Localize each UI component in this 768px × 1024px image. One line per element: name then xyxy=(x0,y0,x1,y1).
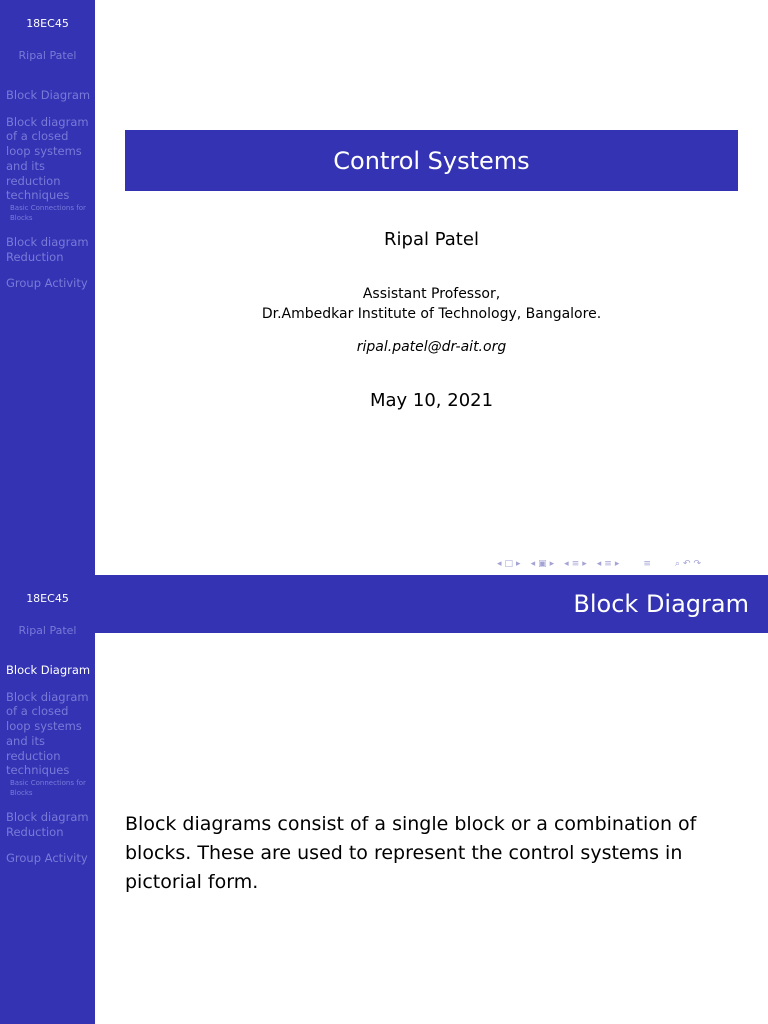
sidebar-item-block-diagram[interactable]: Block Diagram xyxy=(6,88,91,102)
sidebar-subitem-basic-connections[interactable]: Basic Connections for Blocks xyxy=(10,203,86,222)
presentation-date: May 10, 2021 xyxy=(369,390,494,411)
search-icon[interactable]: ⌕ xyxy=(674,559,680,569)
author-name: Ripal Patel xyxy=(384,229,479,250)
sidebar-course-code[interactable]: 18EC45 xyxy=(26,592,69,605)
sidebar xyxy=(0,0,95,575)
sidebar-subitem-basic-connections[interactable]: Basic Connections for Blocks xyxy=(10,778,86,797)
next-frame-icon[interactable]: ▸ xyxy=(549,559,555,569)
presentation-title: Control Systems xyxy=(125,130,738,191)
slide-icon[interactable]: □ xyxy=(504,559,514,569)
author-position: Assistant Professor, xyxy=(362,286,501,302)
prev-section-icon[interactable]: ◂ xyxy=(596,559,602,569)
subsection-icon[interactable]: ≡ xyxy=(571,559,580,569)
prev-slide-icon[interactable]: ◂ xyxy=(497,559,502,569)
slide-body-text: Block diagrams consist of a single block or a combination of blocks. These are used to represent the control systems in pictorial form. xyxy=(125,813,697,893)
sidebar-item-reduction[interactable]: Block diagram Reduction xyxy=(6,809,89,839)
sidebar xyxy=(0,575,95,1024)
forward-icon[interactable]: ↷ xyxy=(693,559,702,569)
prev-subsection-icon[interactable]: ◂ xyxy=(564,559,569,569)
prev-frame-icon[interactable]: ◂ xyxy=(530,559,536,569)
sidebar-nav xyxy=(6,663,92,878)
sidebar-item-group-activity[interactable]: Group Activity xyxy=(6,851,88,866)
back-icon[interactable]: ↶ xyxy=(682,559,691,569)
frame-title: Block Diagram xyxy=(95,575,768,633)
block-diagram-slide xyxy=(0,575,768,1024)
section-icon[interactable]: ≡ xyxy=(604,559,612,569)
sidebar-author[interactable]: Ripal Patel xyxy=(18,624,77,637)
frame-icon[interactable]: ▣ xyxy=(538,559,547,569)
author-email: ripal.patel@dr-ait.org xyxy=(356,339,507,355)
sidebar-nav xyxy=(6,88,92,303)
next-section-icon[interactable]: ▸ xyxy=(614,559,620,569)
author-institute: Dr.Ambedkar Institute of Technology, Bangalore. xyxy=(261,306,602,322)
next-slide-icon[interactable]: ▸ xyxy=(516,559,521,569)
sidebar-item-closed-loop[interactable]: Block diagram of a closed loop systems and its reduction techniques xyxy=(6,114,89,203)
sidebar-item-closed-loop[interactable]: Block diagram of a closed loop systems and its reduction techniques xyxy=(6,689,89,778)
sidebar-item-block-diagram[interactable]: Block Diagram xyxy=(6,663,91,677)
beamer-navigation-bar xyxy=(497,557,765,571)
outline-icon[interactable]: ≡ xyxy=(643,559,651,569)
sidebar-course-code[interactable]: 18EC45 xyxy=(26,17,69,30)
next-subsection-icon[interactable]: ▸ xyxy=(582,559,587,569)
sidebar-item-reduction[interactable]: Block diagram Reduction xyxy=(6,234,89,264)
sidebar-author[interactable]: Ripal Patel xyxy=(18,49,77,62)
sidebar-item-group-activity[interactable]: Group Activity xyxy=(6,276,88,291)
